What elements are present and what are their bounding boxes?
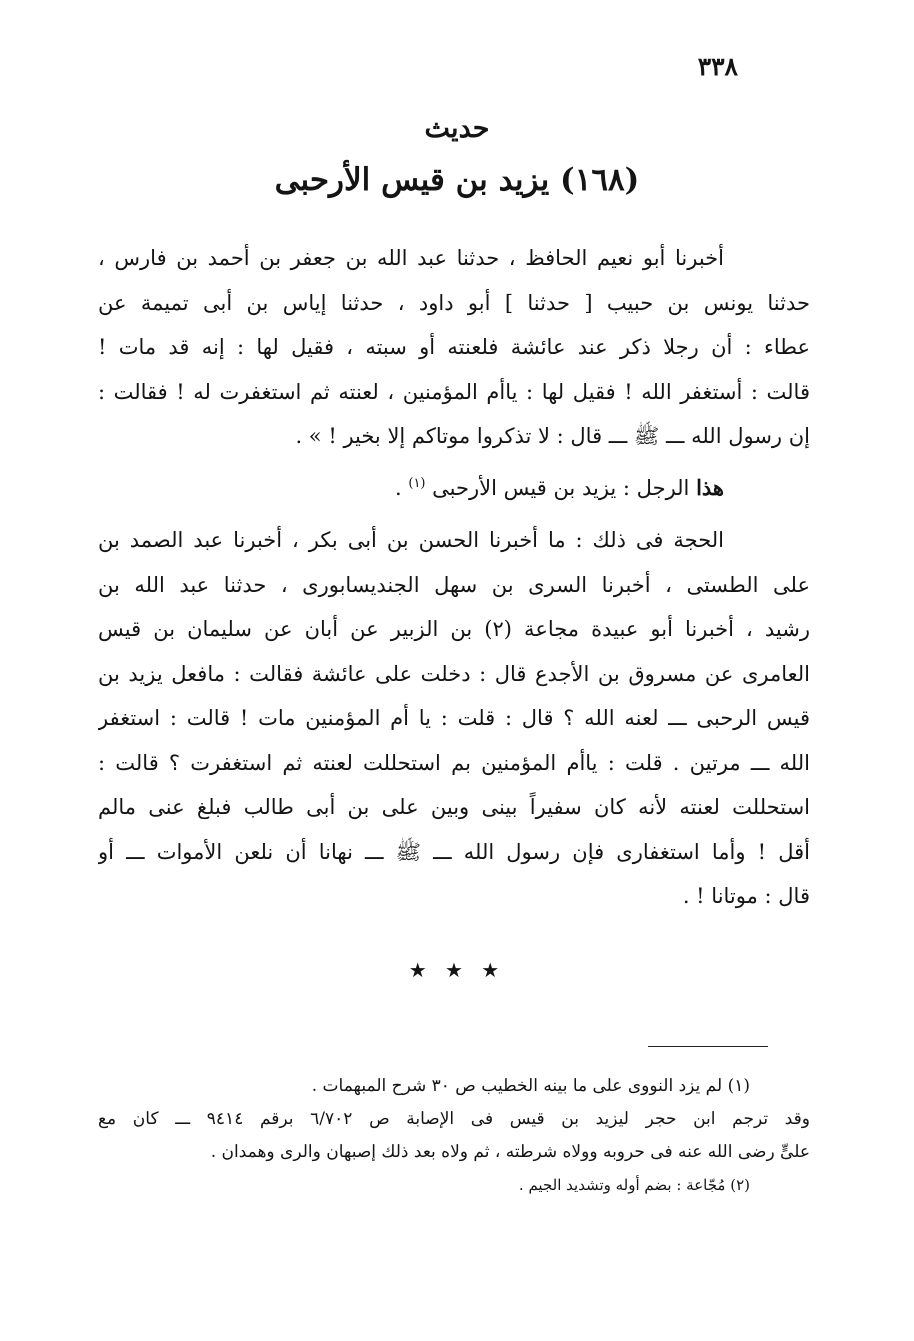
text-line: إن رسول الله ـــ ﷺ ـــ قال : لا تذكروا موتاكم إلا بخير ! » . — [295, 424, 810, 448]
footnote-2: (٢) مُجّاعة : بضم أوله وتشديد الجيم . — [518, 1176, 750, 1194]
text-line: أقل ! وأما استغفارى فإن رسول الله ـــ ﷺ ـــ نهانا أن نلعن الأموات ـــ أو — [98, 839, 810, 864]
text-line: قال : موتانا ! . — [682, 884, 810, 908]
note-text: الرجل : يزيد بن قيس الأرحبى — [425, 476, 697, 500]
identification-note — [98, 462, 810, 510]
note-end: . — [395, 476, 409, 500]
footnote-separator — [648, 1046, 768, 1047]
footnote-1: (١) لم يزد النووى على ما بينه الخطيب ص ٣٠ شرح المبهمات . — [311, 1076, 750, 1096]
text-line: حدثنا يونس بن حبيب [ حدثنا ] أبو داود ، حدثنا إياس بن أبى تميمة عن — [98, 290, 810, 315]
footnote-1-continued: وقد ترجم ابن حجر ليزيد بن قيس فى الإصابة ص ٦/٧٠٢ برقم ٩٤١٤ ـــ كان مع — [98, 1109, 810, 1129]
footnote-ref-1: (١) — [408, 476, 426, 491]
text-line: رشيد ، أخبرنا أبو عبيدة مجاعة (٢) بن الزبير عن أبان عن سليمان بن قيس — [98, 617, 810, 641]
hadith-title: (١٦٨) يزيد بن قيس الأرحبى — [274, 162, 640, 198]
text-line: استحللت لعنته لأنه كان سفيراً بينى وبين على بن أبى طالب فبلغ عنى مالم — [98, 795, 810, 819]
text-line: عطاء : أن رجلا ذكر عند عائشة فلعنته أو سبته ، فقيل لها : إنه قد مات ! — [98, 335, 810, 359]
text-line: الله ـــ مرتين . قلت : ياأم المؤمنين بم استحللت لعنته ثم استغفرت ؟ قالت : — [98, 750, 810, 775]
text-line: قيس الرحبى ـــ لعنه الله ؟ قال : قلت : يا أم المؤمنين مات ! قالت : استغفر — [98, 706, 810, 730]
footnote-1-continued: علىٍّ رضى الله عنه فى حروبه وولاه شرطته ، ثم ولاه بعد ذلك إصبهان والرى وهمدان . — [210, 1142, 810, 1162]
page-number: ٣٣٨ — [697, 52, 738, 81]
text-line: على الطستى ، أخبرنا السرى بن سهل الجنديسابورى ، حدثنا عبد الله بن — [98, 572, 810, 597]
text-line: الحجة فى ذلك : ما أخبرنا الحسن بن أبى بكر ، أخبرنا عبد الصمد بن — [98, 528, 724, 552]
text-line: العامرى عن مسروق بن الأجدع قال : دخلت على عائشة فقالت : مافعل يزيد بن — [98, 661, 810, 686]
section-label: حديث — [424, 113, 490, 144]
hadith-text — [98, 236, 810, 459]
footnotes — [98, 1070, 810, 1202]
evidence-text — [98, 518, 810, 919]
text-line: قالت : أستغفر الله ! فقيل لها : ياأم المؤمنين ، لعنته ثم استغفرت له ! فقالت : — [98, 379, 810, 404]
section-divider-stars: ★ ★ ★ — [408, 958, 506, 982]
note-bold-word: هذا — [696, 475, 724, 500]
text-line: أخبرنا أبو نعيم الحافظ ، حدثنا عبد الله بن جعفر بن أحمد بن فارس ، — [98, 246, 724, 270]
